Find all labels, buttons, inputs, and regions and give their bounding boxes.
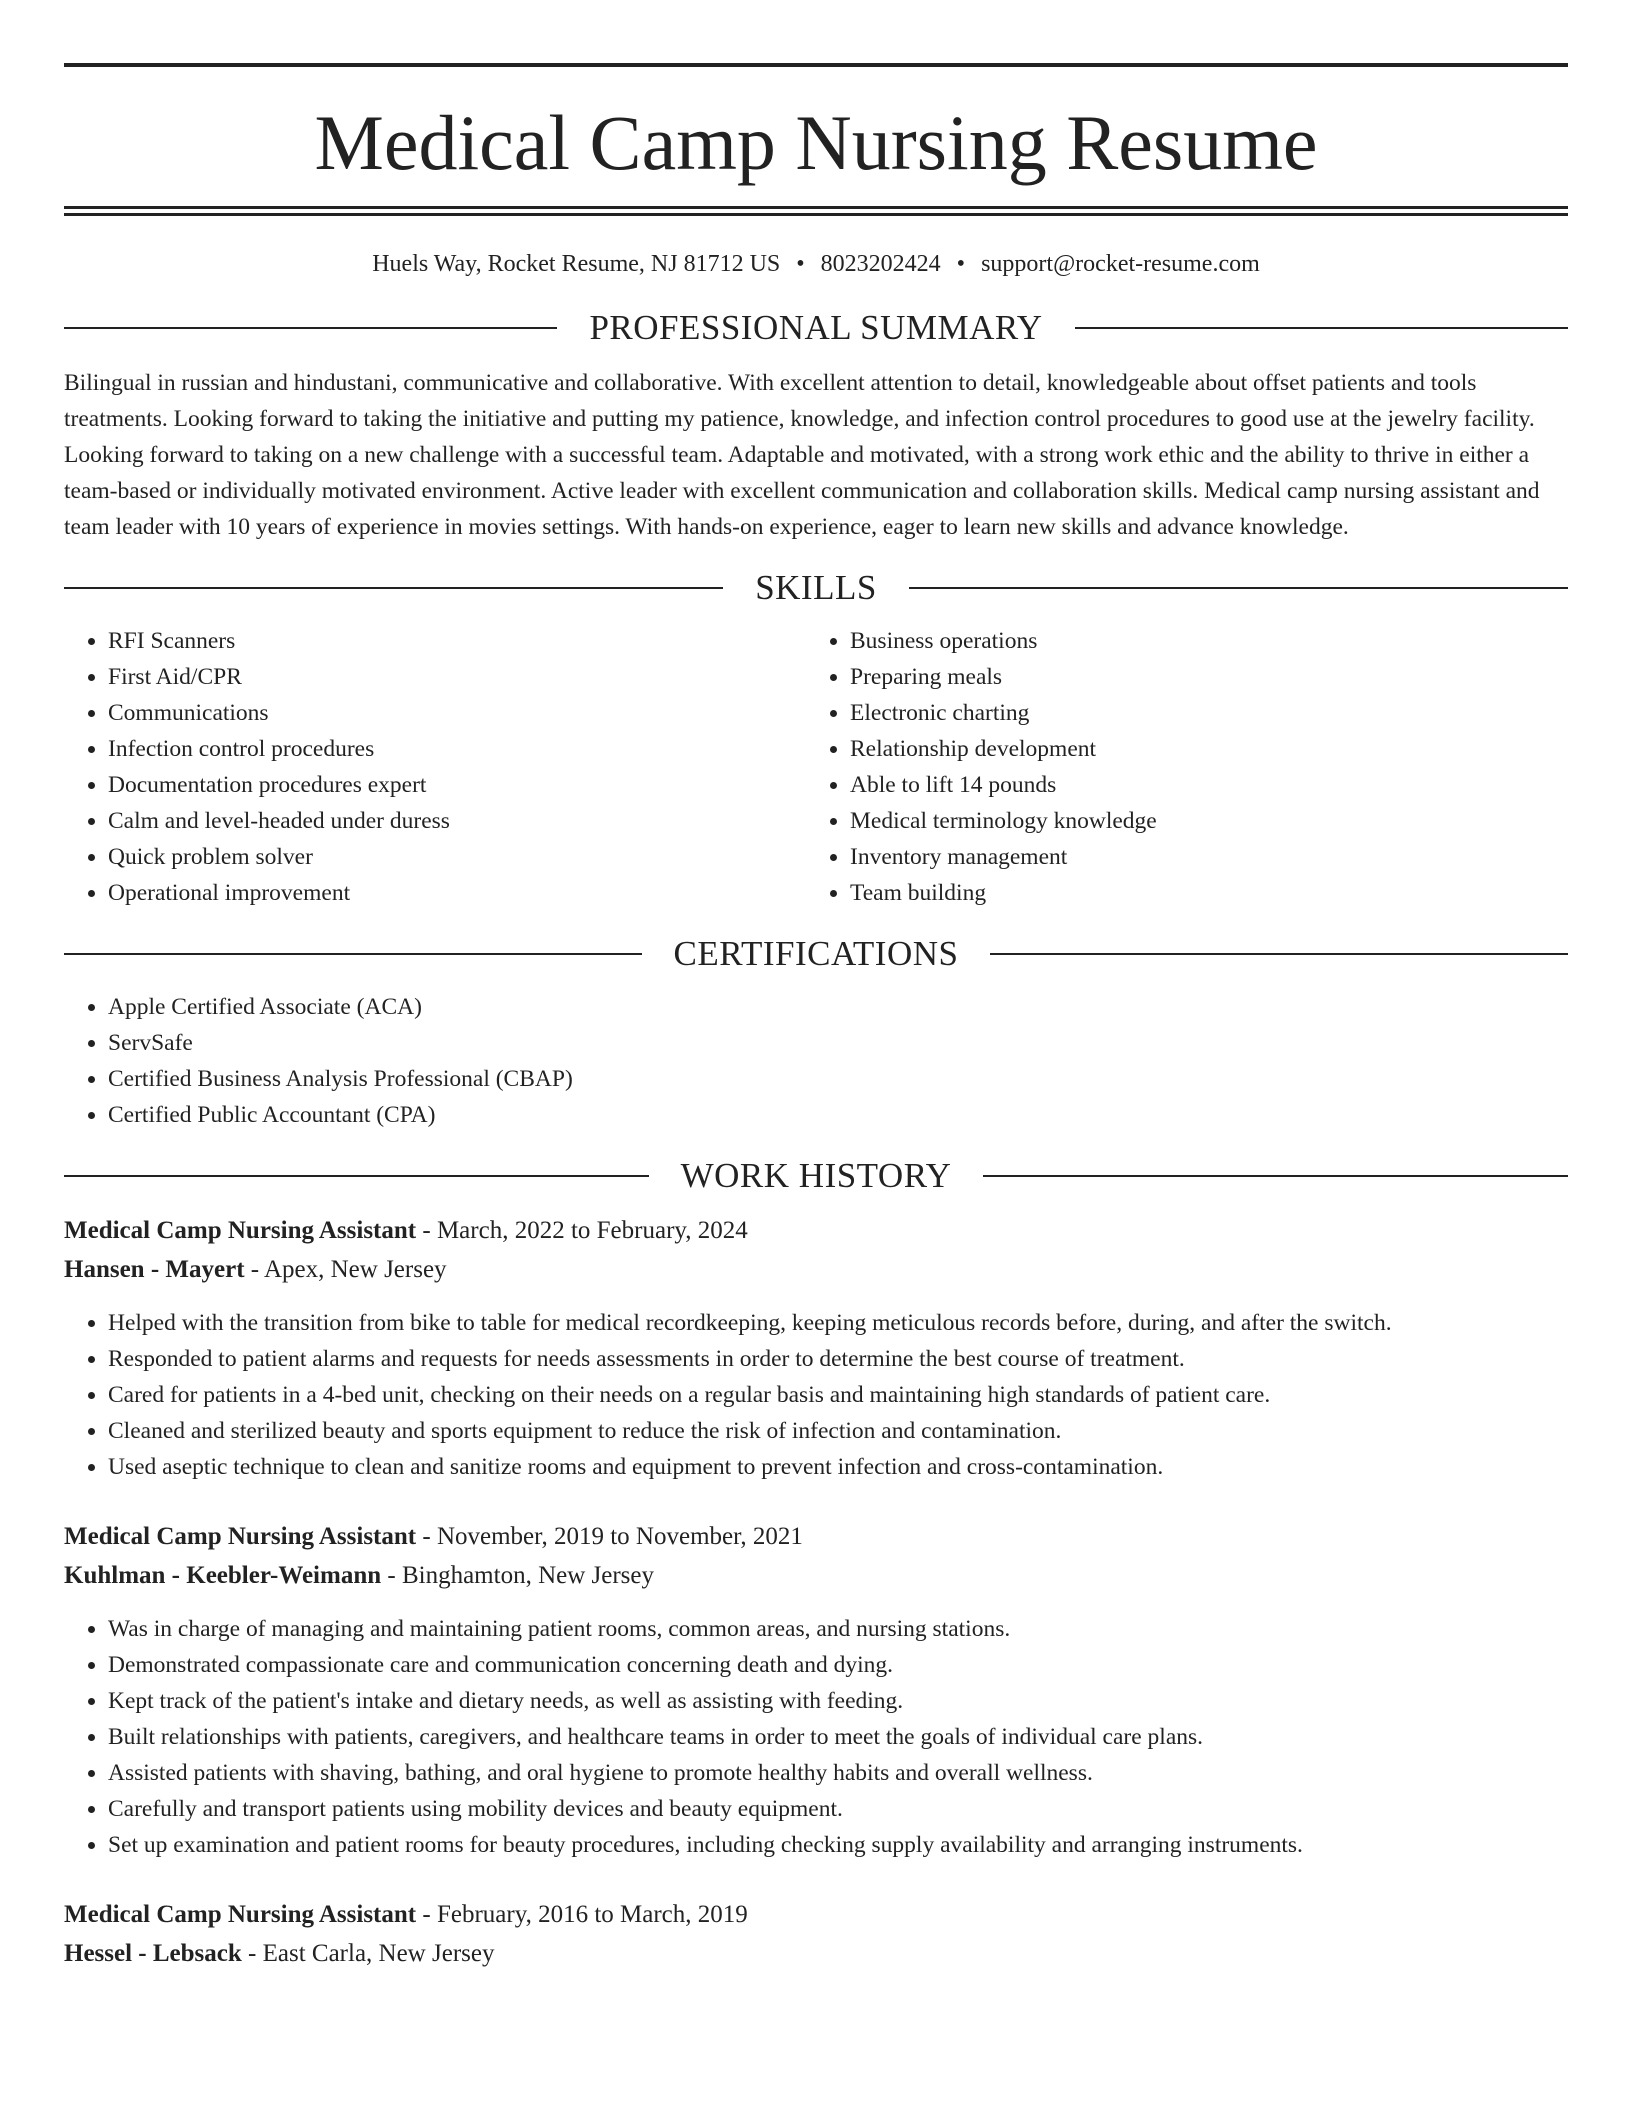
job-location: - Binghamton, New Jersey xyxy=(381,1562,655,1589)
certification-item: • Certified Business Analysis Professional (CBAP) xyxy=(108,1061,1568,1097)
certification-item: • Apple Certified Associate (ACA) xyxy=(108,989,1568,1025)
contact-address: Huels Way, Rocket Resume, NJ 81712 US xyxy=(372,251,781,277)
work-history-heading-label: WORK HISTORY xyxy=(680,1156,952,1195)
skills-column-left xyxy=(64,623,806,911)
heading-rule xyxy=(64,587,723,589)
job-company: Hessel - Lebsack xyxy=(64,1940,242,1967)
skill-item: • Able to lift 14 pounds xyxy=(850,767,1548,803)
skills-column-right xyxy=(806,623,1548,911)
job-title-line xyxy=(64,1517,1568,1556)
contact-line xyxy=(64,249,1568,279)
skills-heading-label: SKILLS xyxy=(755,568,877,607)
summary-text: Bilingual in russian and hindustani, communicative and collaborative. With excellent attention to detail, knowledgeable about offset patients and tools treatments. Looking forward to taking the initiative and putting my patience, knowledge, and infection control procedures to good use at the jewelry facility. Looking forward to taking on a new challenge with a successful team. Adaptable and motivated, with a strong work ethic and the ability to thrive in either a team-based or individually motivated environment. Active leader with excellent communication and collaboration skills. Medical camp nursing assistant and team leader with 10 years of experience in movies settings. With hands-on experience, eager to learn new skills and advance knowledge. xyxy=(64,370,1540,540)
skill-item: • Quick problem solver xyxy=(108,839,806,875)
skill-item: • Communications xyxy=(108,695,806,731)
job-entry xyxy=(64,1517,1568,1863)
contact-email: support@rocket-resume.com xyxy=(981,251,1260,277)
job-duty-item: • Demonstrated compassionate care and communication concerning death and dying. xyxy=(108,1647,1568,1683)
job-dates: - February, 2016 to March, 2019 xyxy=(416,1901,748,1928)
job-company: Kuhlman - Keebler-Weimann xyxy=(64,1562,382,1589)
job-entry xyxy=(64,1895,1568,1973)
job-title-line xyxy=(64,1895,1568,1934)
job-company-line xyxy=(64,1556,1568,1595)
heading-rule xyxy=(1075,327,1568,329)
job-duty-item: • Responded to patient alarms and requests for needs assessments in order to determine the best course of treatment. xyxy=(108,1341,1568,1377)
job-duty-item: • Carefully and transport patients using mobility devices and beauty equipment. xyxy=(108,1791,1568,1827)
certifications-list xyxy=(64,989,1568,1133)
job-company-line xyxy=(64,1934,1568,1973)
contact-separator: • xyxy=(956,251,966,277)
skill-item: • Operational improvement xyxy=(108,875,806,911)
skill-item: • RFI Scanners xyxy=(108,623,806,659)
heading-rule xyxy=(64,327,557,329)
skill-item: • Relationship development xyxy=(850,731,1548,767)
certification-item: • ServSafe xyxy=(108,1025,1568,1061)
skill-item: • Documentation procedures expert xyxy=(108,767,806,803)
job-duty-item: • Helped with the transition from bike to table for medical recordkeeping, keeping meticulous records before, during, and after the switch. xyxy=(108,1305,1568,1341)
summary-heading-label: PROFESSIONAL SUMMARY xyxy=(589,308,1043,347)
top-rule xyxy=(64,63,1568,67)
skill-item: • Electronic charting xyxy=(850,695,1548,731)
skill-item: • Preparing meals xyxy=(850,659,1548,695)
job-duty-item: • Used aseptic technique to clean and sanitize rooms and equipment to prevent infection and cross-contamination. xyxy=(108,1449,1568,1485)
job-duty-item: • Was in charge of managing and maintaining patient rooms, common areas, and nursing stations. xyxy=(108,1611,1568,1647)
job-location: - Apex, New Jersey xyxy=(244,1256,447,1283)
job-duty-item: • Built relationships with patients, caregivers, and healthcare teams in order to meet the goals of individual care plans. xyxy=(108,1719,1568,1755)
job-duties-list xyxy=(64,1305,1568,1485)
skill-item: • First Aid/CPR xyxy=(108,659,806,695)
summary-heading xyxy=(64,307,1568,349)
job-dates: - March, 2022 to February, 2024 xyxy=(416,1217,748,1244)
job-dates: - November, 2019 to November, 2021 xyxy=(416,1523,803,1550)
skills-list-left xyxy=(64,623,806,911)
skill-item: • Business operations xyxy=(850,623,1548,659)
contact-separator: • xyxy=(796,251,805,277)
job-title: Medical Camp Nursing Assistant xyxy=(64,1901,417,1928)
job-duty-item: • Assisted patients with shaving, bathing, and oral hygiene to promote healthy habits and overall wellness. xyxy=(108,1755,1568,1791)
job-duty-item: • Kept track of the patient's intake and dietary needs, as well as assisting with feeding. xyxy=(108,1683,1568,1719)
work-history-heading xyxy=(64,1155,1568,1197)
skills-list-right xyxy=(806,623,1548,911)
job-duty-item: • Set up examination and patient rooms for beauty procedures, including checking supply availability and arranging instruments. xyxy=(108,1827,1568,1863)
job-title-line xyxy=(64,1211,1568,1250)
job-duty-item: • Cleaned and sterilized beauty and sports equipment to reduce the risk of infection and contamination. xyxy=(108,1413,1568,1449)
skill-item: • Team building xyxy=(850,875,1548,911)
job-location: - East Carla, New Jersey xyxy=(241,1940,495,1967)
job-company-line xyxy=(64,1250,1568,1289)
job-duties-list xyxy=(64,1611,1568,1863)
heading-rule xyxy=(983,1175,1568,1177)
certifications-heading xyxy=(64,933,1568,975)
heading-rule xyxy=(64,1175,649,1177)
job-title: Medical Camp Nursing Assistant xyxy=(64,1217,417,1244)
resume-title: Medical Camp Nursing Resume xyxy=(314,99,1318,186)
skill-item: • Calm and level-headed under duress xyxy=(108,803,806,839)
skills-heading xyxy=(64,567,1568,609)
skills-grid xyxy=(64,623,1568,911)
certification-item: • Certified Public Accountant (CPA) xyxy=(108,1097,1568,1133)
title-double-rule xyxy=(64,206,1568,216)
skill-item: • Medical terminology knowledge xyxy=(850,803,1548,839)
heading-rule xyxy=(990,953,1568,955)
certifications-heading-label: CERTIFICATIONS xyxy=(673,934,959,973)
work-history-jobs xyxy=(64,1211,1568,1973)
job-entry xyxy=(64,1211,1568,1485)
job-title: Medical Camp Nursing Assistant xyxy=(64,1523,417,1550)
skill-item: • Infection control procedures xyxy=(108,731,806,767)
contact-phone: 8023202424 xyxy=(820,251,941,277)
job-company: Hansen - Mayert xyxy=(64,1256,245,1283)
heading-rule xyxy=(909,587,1568,589)
job-duty-item: • Cared for patients in a 4-bed unit, checking on their needs on a regular basis and maintaining high standards of patient care. xyxy=(108,1377,1568,1413)
resume-page xyxy=(64,0,1568,1973)
heading-rule xyxy=(64,953,642,955)
skill-item: • Inventory management xyxy=(850,839,1548,875)
